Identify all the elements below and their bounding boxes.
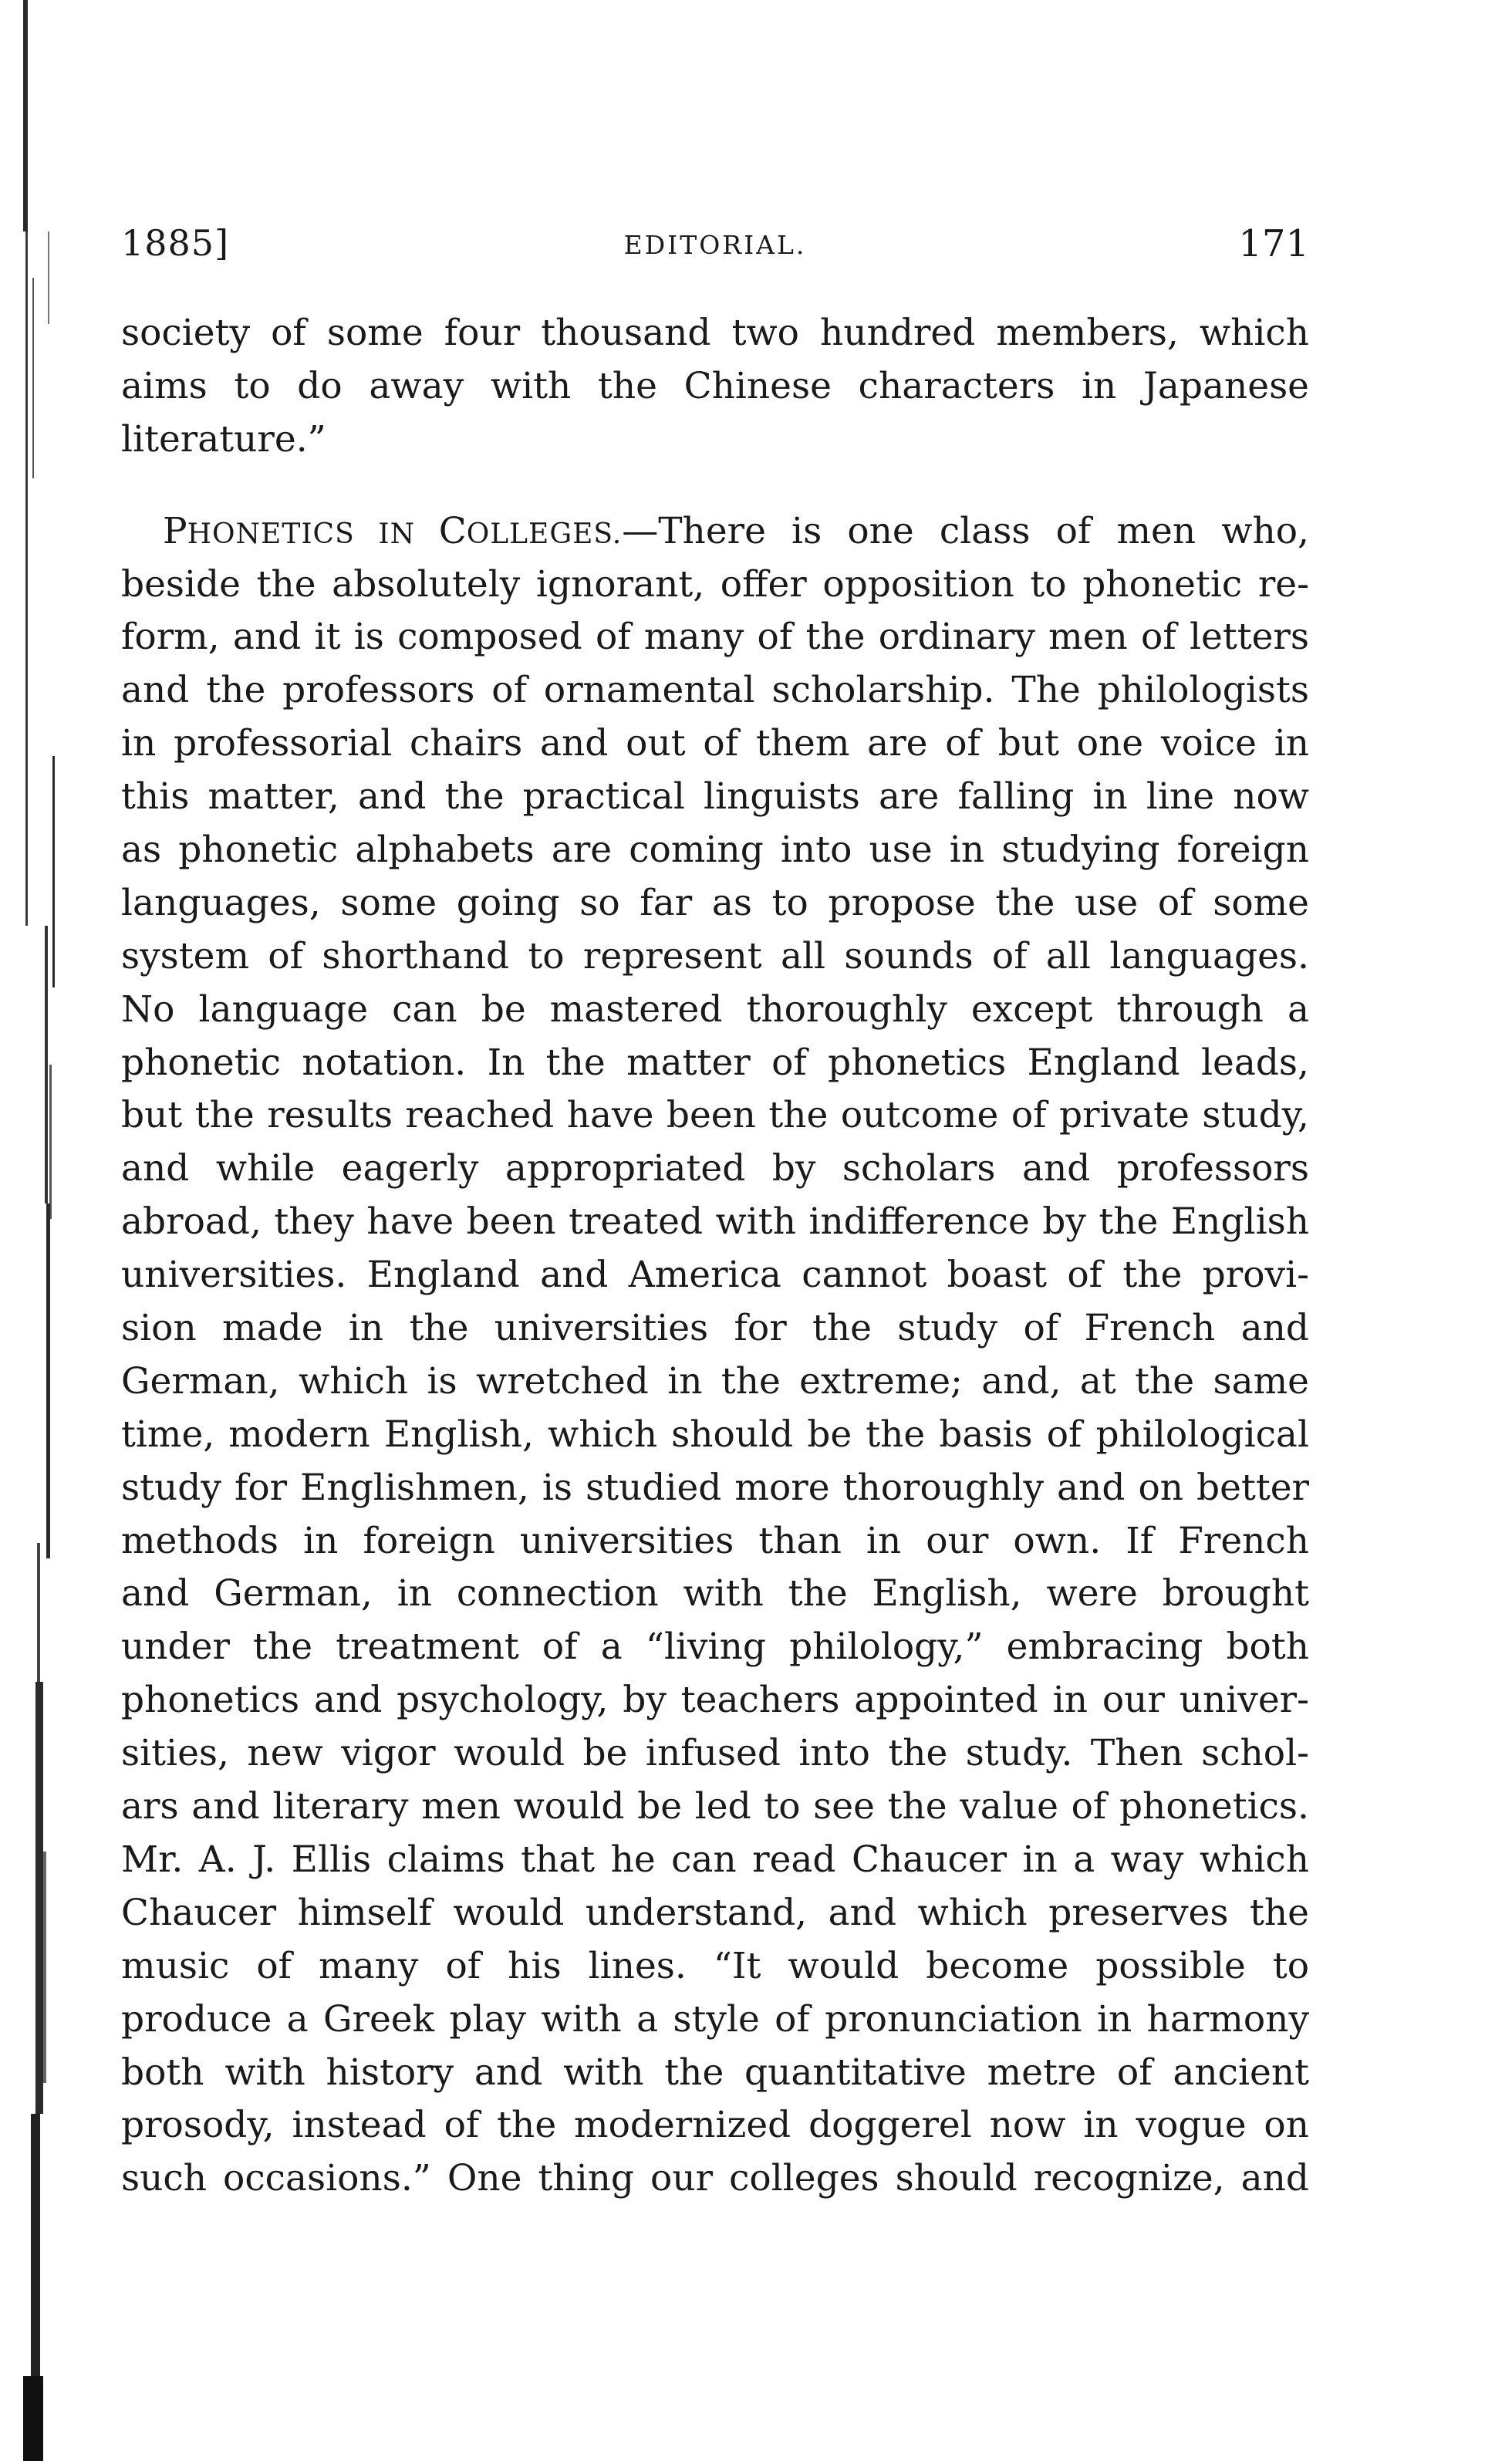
text-line: as phonetic alphabets are coming into use in studying foreign xyxy=(121,829,1309,872)
text-line: and German, in connection with the English, were brought xyxy=(121,1572,1309,1615)
text-line: beside the absolutely ignorant, offer opposition to phonetic re- xyxy=(121,562,1309,606)
text-line: such occasions.” One thing our colleges should recognize, and xyxy=(121,2157,1309,2200)
text-line: music of many of his lines. “It would become possible to xyxy=(121,1944,1309,1987)
section-heading: PHONETICS IN COLLEGES. xyxy=(163,509,623,552)
text-line: Chaucer himself would understand, and which preserves the xyxy=(121,1891,1309,1934)
first-line-text: —There is one class of men who, xyxy=(622,509,1309,552)
running-head-year: 1885] xyxy=(121,222,230,264)
text-line: both with history and with the quantitative metre of ancient xyxy=(121,2051,1309,2094)
text-line: literature.” xyxy=(121,417,326,461)
scanned-page-edge xyxy=(0,0,69,2461)
running-head-title: EDITORIAL. xyxy=(623,230,807,260)
text-line: phonetic notation. In the matter of phonetics England leads, xyxy=(121,1041,1309,1084)
text-line: German, which is wretched in the extreme; and, at the same xyxy=(121,1359,1309,1403)
paragraph-phonetics-in-colleges xyxy=(121,505,1309,2206)
text-line: this matter, and the practical linguists are falling in line now xyxy=(121,775,1309,819)
running-head xyxy=(121,222,1309,276)
text-line: and while eagerly appropriated by scholars and professors xyxy=(121,1147,1309,1190)
text-line: but the results reached have been the outcome of private study, xyxy=(121,1094,1309,1137)
body-text xyxy=(121,307,1309,2206)
text-line: under the treatment of a “living philology,” embracing both xyxy=(121,1625,1309,1669)
text-line: universities. England and America cannot boast of the provi- xyxy=(121,1254,1309,1297)
text-line: form, and it is composed of many of the ordinary men of letters xyxy=(121,616,1309,659)
text-line: study for Englishmen, is studied more thoroughly and on better xyxy=(121,1466,1309,1509)
text-line: methods in foreign universities than in our own. If French xyxy=(121,1519,1309,1562)
text-line: society of some four thousand two hundred members, which xyxy=(121,312,1309,354)
text-line: phonetics and psychology, by teachers appointed in our univer- xyxy=(121,1679,1309,1722)
text-line xyxy=(121,505,1309,559)
text-line: sion made in the universities for the study of French and xyxy=(121,1307,1309,1350)
paragraph-continuation xyxy=(121,307,1309,467)
text-line: languages, some going so far as to propose the use of some xyxy=(121,881,1309,924)
page-number: 171 xyxy=(1238,222,1309,265)
text-line: sities, new vigor would be infused into the study. Then schol- xyxy=(121,1732,1309,1775)
text-line: aims to do away with the Chinese characters in Japanese xyxy=(121,364,1309,407)
text-line: ars and literary men would be led to see the value of phonetics. xyxy=(121,1785,1309,1828)
text-line: time, modern English, which should be the basis of philological xyxy=(121,1413,1309,1456)
text-line: produce a Greek play with a style of pronunciation in harmony xyxy=(121,1997,1309,2041)
text-line: system of shorthand to represent all sounds of all languages. xyxy=(121,934,1309,977)
text-line: prosody, instead of the modernized doggerel now in vogue on xyxy=(121,2104,1309,2147)
text-line: in professorial chairs and out of them are of but one voice in xyxy=(121,722,1309,765)
text-line: and the professors of ornamental scholarship. The philologists xyxy=(121,669,1309,712)
text-line: abroad, they have been treated with indifference by the English xyxy=(121,1200,1309,1244)
text-line: Mr. A. J. Ellis claims that he can read Chaucer in a way which xyxy=(121,1838,1309,1881)
text-line: No language can be mastered thoroughly except through a xyxy=(121,987,1309,1031)
paragraph-spacer xyxy=(121,467,1309,505)
